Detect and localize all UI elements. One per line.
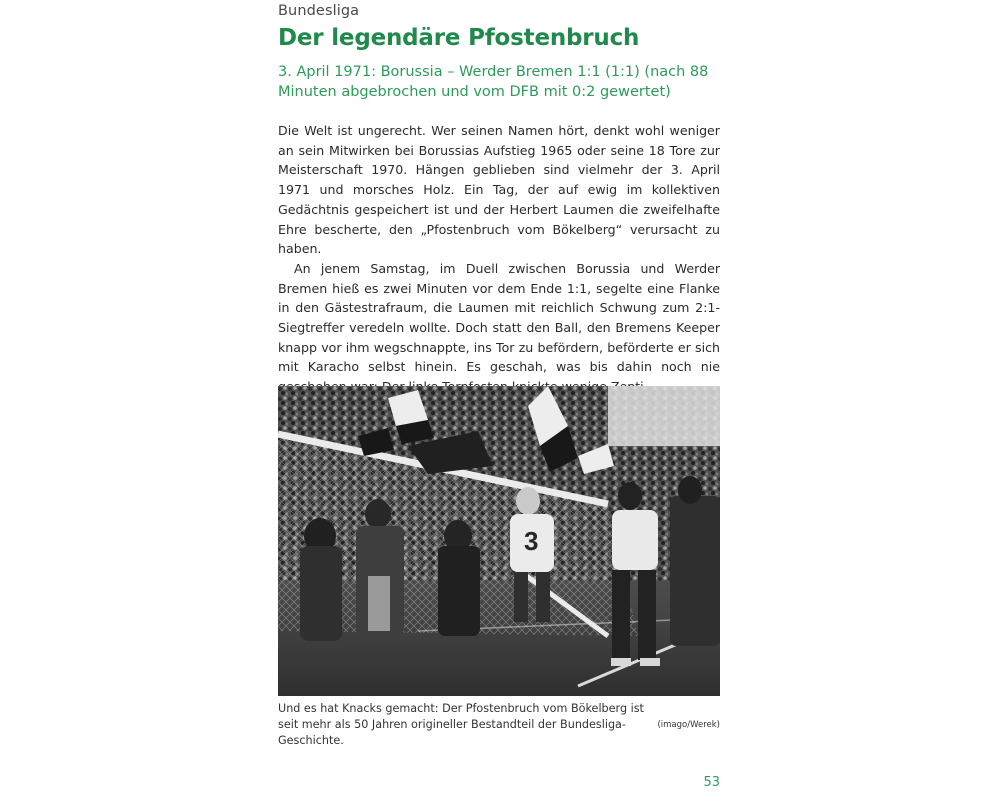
article-body <box>278 121 720 397</box>
body-paragraph: An jenem Samstag, im Duell zwischen Borussia und Werder Bremen hieß es zwei Minuten vor dem Ende 1:1, segelte eine Flanke in den Gästestrafraum, die Laumen mit reichlich Schwung zum 2:1-Siegtreffer veredeln wollte. Doch statt den Ball, den Bremens Keeper knapp vor ihm wegschnappte, ins Tor zu befördern, beförderte er sich mit Karacho selbst hinein. Es geschah, was bis dahin noch nie <box>278 260 720 375</box>
article-subtitle: 3. April 1971: Borussia – Werder Bremen 1:1 (1:1) (nach 88 Minuten abgebrochen und vom DFB mit 0:2 gewertet) <box>278 64 709 100</box>
section-label: Bundesliga <box>278 3 360 19</box>
book-page <box>278 0 720 800</box>
page-number: 53 <box>703 775 720 790</box>
match-photo <box>278 386 720 696</box>
photo-caption: Und es hat Knacks gemacht: Der Pfostenbruch vom Bökelberg ist seit mehr als 50 Jahren origineller Bestandteil der Bundesliga-Geschichte. <box>278 702 644 747</box>
jersey-number: 3 <box>524 526 539 556</box>
article-title: Der legendäre Pfostenbruch <box>278 25 640 51</box>
body-paragraph: Die Welt ist ungerecht. Wer seinen Namen hört, denkt wohl weniger an sein Mitwirken bei Borussias Aufstieg 1965 oder seine 18 Tore zur Meisterschaft 1970. Hängen geblieben sind vielmehr der 3. April 1971 und morsches Holz. Ein Tag, der auf ewig im kollektiven Gedächtnis gespeichert ist und der Herbert Laumen die zweifelhafte Ehre bescherte, den „Pfostenbruch vom Bökelberg“ verursacht zu haben. <box>278 123 720 257</box>
photo-credit: (imago/Werek) <box>657 720 720 730</box>
